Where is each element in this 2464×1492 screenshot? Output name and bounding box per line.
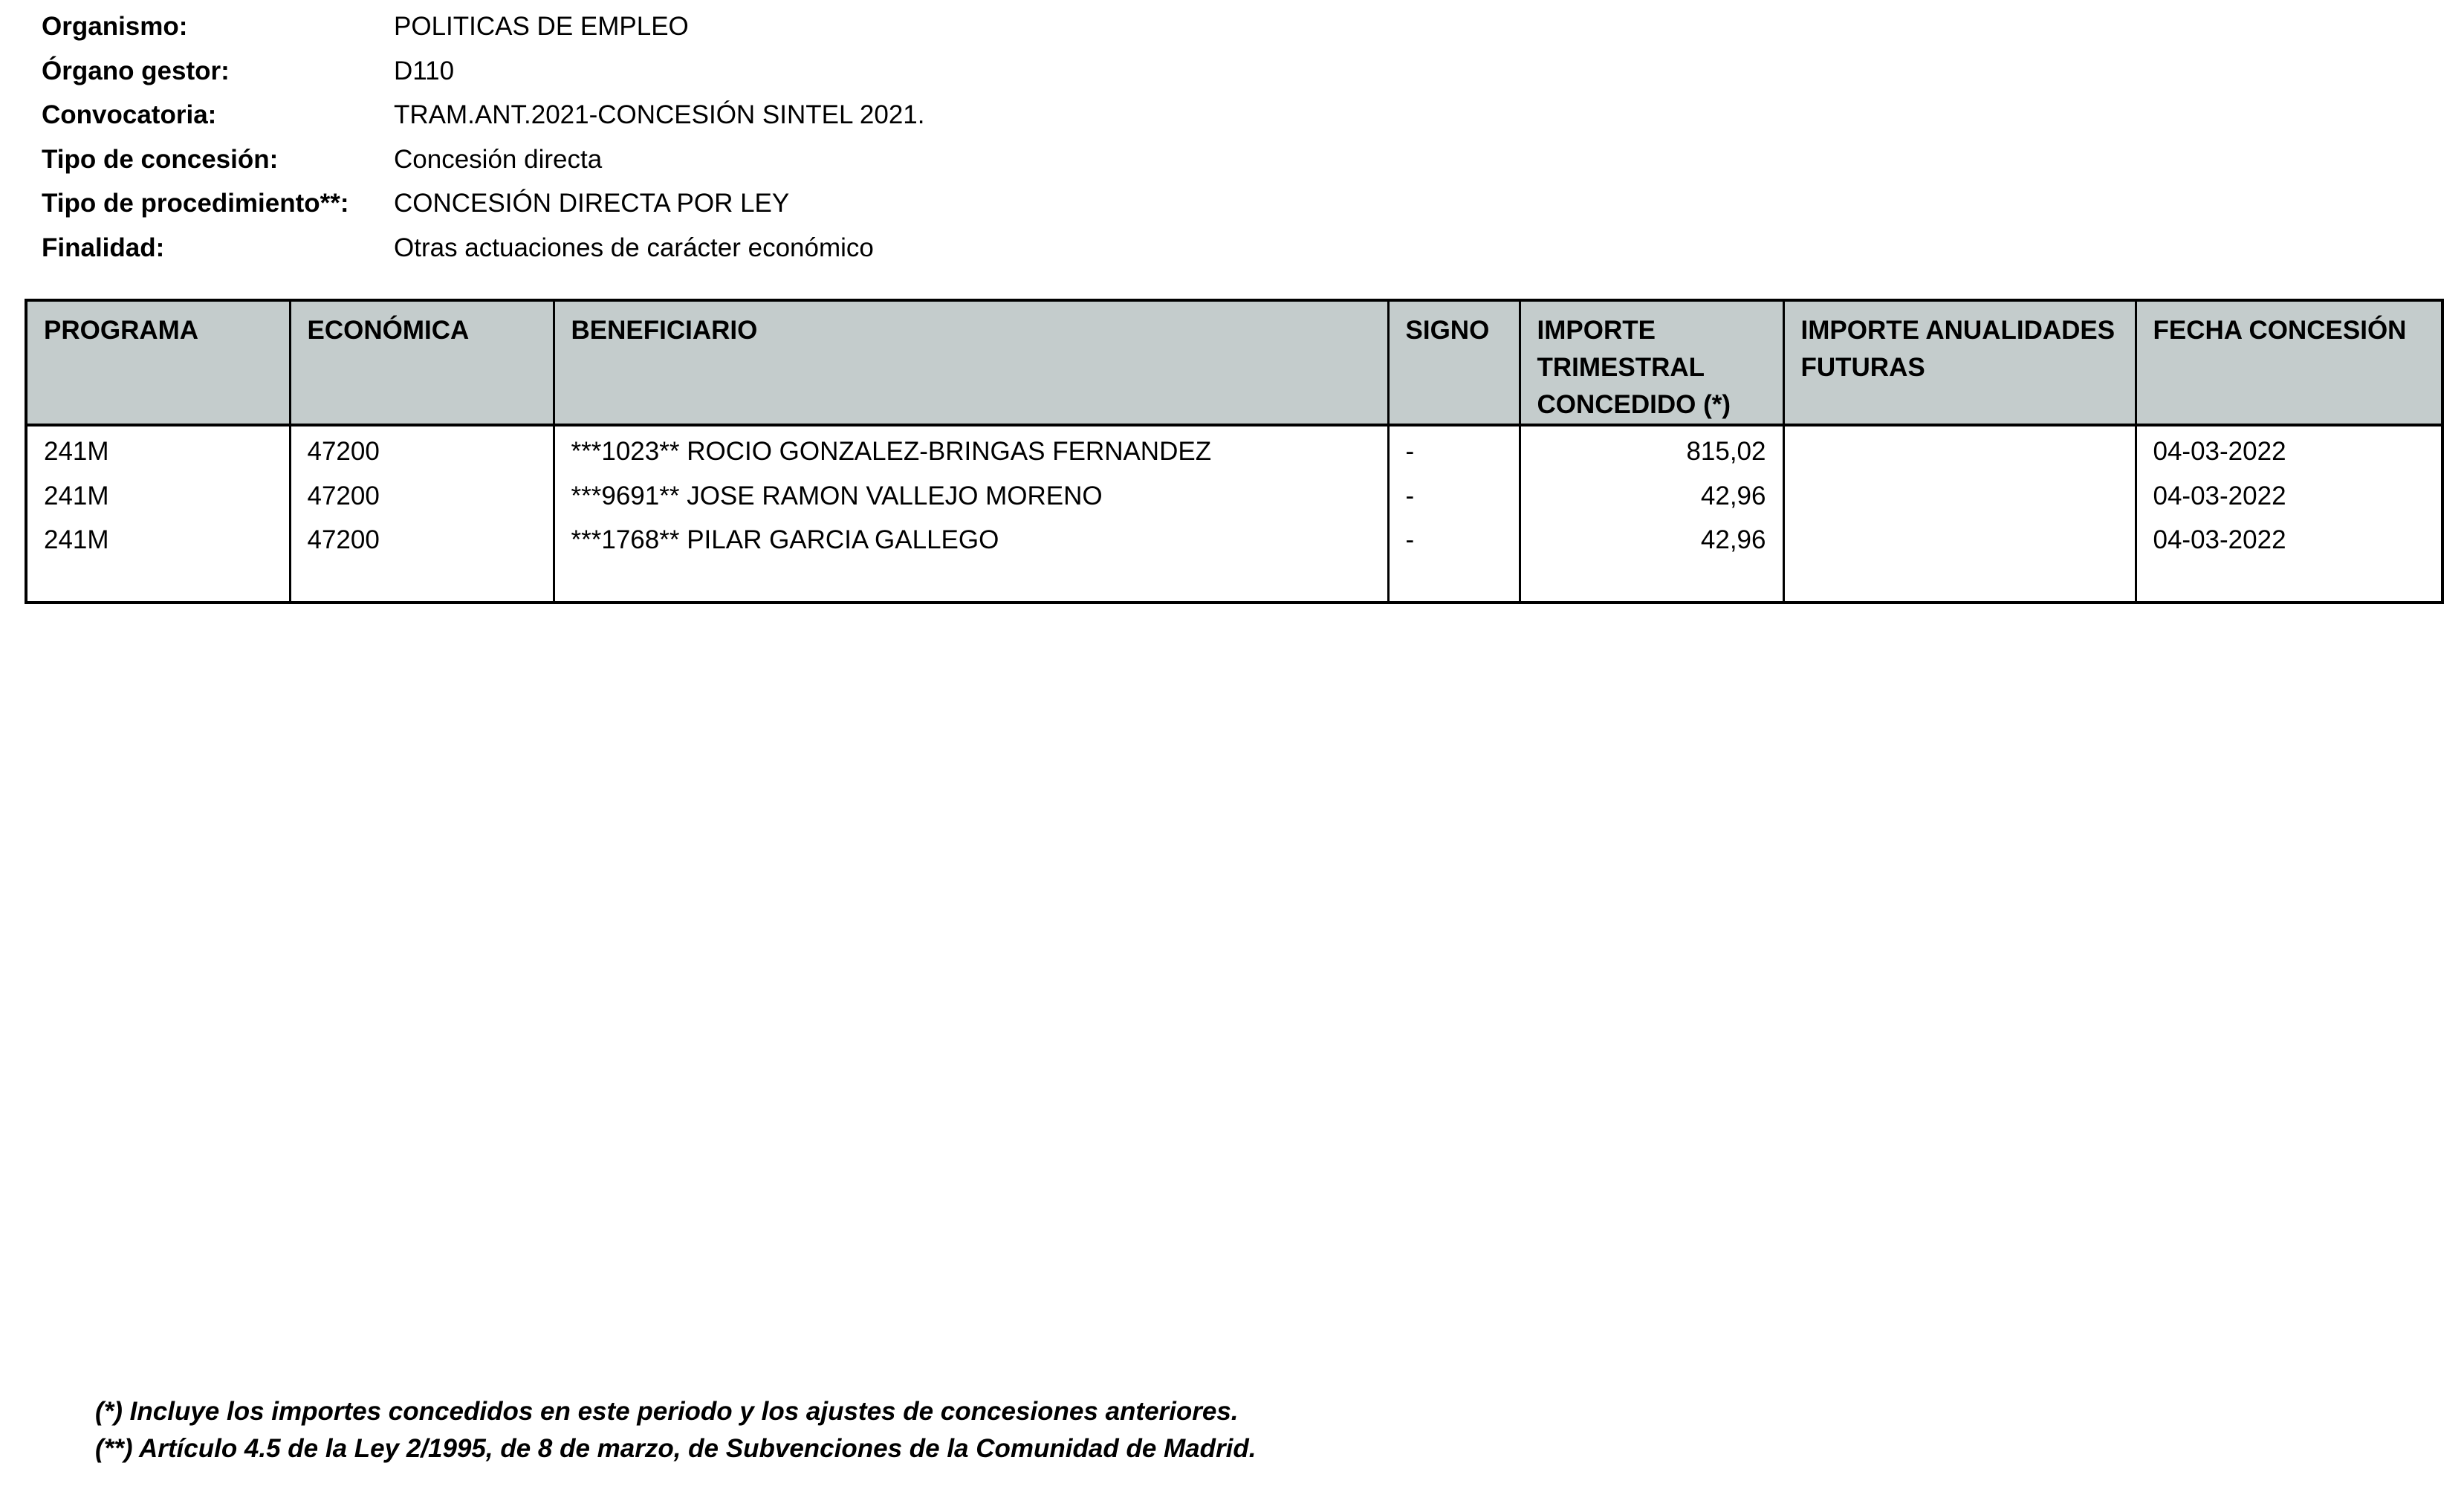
field-value: D110	[394, 56, 455, 85]
field-tipo-procedimiento	[42, 184, 924, 229]
cell-programa: 241M	[26, 474, 290, 519]
field-value: CONCESIÓN DIRECTA POR LEY	[394, 189, 790, 218]
cell-importe-anualidades	[1783, 425, 2136, 474]
empty-cell	[26, 562, 290, 603]
table-row	[26, 518, 2442, 562]
cell-fecha-concesion: 04-03-2022	[2136, 474, 2442, 519]
table-spacer-row	[26, 562, 2442, 603]
cell-economica: 47200	[290, 425, 554, 474]
field-tipo-concesion	[42, 140, 924, 185]
cell-importe-trimestral: 42,96	[1520, 518, 1783, 562]
column-header-economica: ECONÓMICA	[290, 300, 554, 425]
column-header-signo: SIGNO	[1388, 300, 1520, 425]
field-value: Concesión directa	[394, 144, 603, 174]
cell-signo: -	[1388, 474, 1520, 519]
table-row	[26, 425, 2442, 474]
empty-cell	[554, 562, 1388, 603]
column-header-fecha-concesion: FECHA CONCESIÓN	[2136, 300, 2442, 425]
cell-programa: 241M	[26, 518, 290, 562]
empty-cell	[290, 562, 554, 603]
cell-fecha-concesion: 04-03-2022	[2136, 518, 2442, 562]
grant-metadata	[42, 7, 924, 273]
cell-importe-trimestral: 815,02	[1520, 425, 1783, 474]
field-finalidad	[42, 229, 924, 273]
field-value: Otras actuaciones de carácter económico	[394, 233, 874, 262]
empty-cell	[1783, 562, 2136, 603]
table-header-row	[26, 300, 2442, 425]
field-label: Tipo de concesión:	[42, 144, 279, 174]
cell-beneficiario: ***1768** PILAR GARCIA GALLEGO	[554, 518, 1388, 562]
cell-importe-anualidades	[1783, 518, 2136, 562]
field-label: Finalidad:	[42, 233, 165, 262]
field-organo-gestor	[42, 52, 924, 97]
footnote-importes: (*) Incluye los importes concedidos en este periodo y los ajustes de concesiones anteriores.	[95, 1397, 1239, 1426]
cell-importe-trimestral: 42,96	[1520, 474, 1783, 519]
cell-beneficiario: ***1023** ROCIO GONZALEZ-BRINGAS FERNANDEZ	[554, 425, 1388, 474]
field-label: Tipo de procedimiento**:	[42, 189, 349, 218]
cell-programa: 241M	[26, 425, 290, 474]
cell-economica: 47200	[290, 518, 554, 562]
field-value: POLITICAS DE EMPLEO	[394, 12, 689, 41]
empty-cell	[1520, 562, 1783, 603]
field-organismo	[42, 7, 924, 52]
footnotes	[95, 1393, 1256, 1467]
cell-beneficiario: ***9691** JOSE RAMON VALLEJO MORENO	[554, 474, 1388, 519]
table-row	[26, 474, 2442, 519]
footnote-ley: (**) Artículo 4.5 de la Ley 2/1995, de 8 de marzo, de Subvenciones de la Comunidad de Madrid.	[95, 1434, 1257, 1463]
field-convocatoria	[42, 96, 924, 140]
field-label: Convocatoria:	[42, 100, 217, 129]
column-header-beneficiario: BENEFICIARIO	[554, 300, 1388, 425]
empty-cell	[2136, 562, 2442, 603]
cell-signo: -	[1388, 518, 1520, 562]
cell-fecha-concesion: 04-03-2022	[2136, 425, 2442, 474]
cell-importe-anualidades	[1783, 474, 2136, 519]
empty-cell	[1388, 562, 1520, 603]
cell-signo: -	[1388, 425, 1520, 474]
field-label: Organismo:	[42, 12, 188, 41]
column-header-programa: PROGRAMA	[26, 300, 290, 425]
column-header-importe-trimestral: IMPORTE TRIMESTRAL CONCEDIDO (*)	[1520, 300, 1783, 425]
field-label: Órgano gestor:	[42, 56, 230, 85]
field-value: TRAM.ANT.2021-CONCESIÓN SINTEL 2021.	[394, 100, 925, 129]
cell-economica: 47200	[290, 474, 554, 519]
column-header-importe-anualidades: IMPORTE ANUALIDADES FUTURAS	[1783, 300, 2136, 425]
grants-table	[25, 299, 2444, 604]
